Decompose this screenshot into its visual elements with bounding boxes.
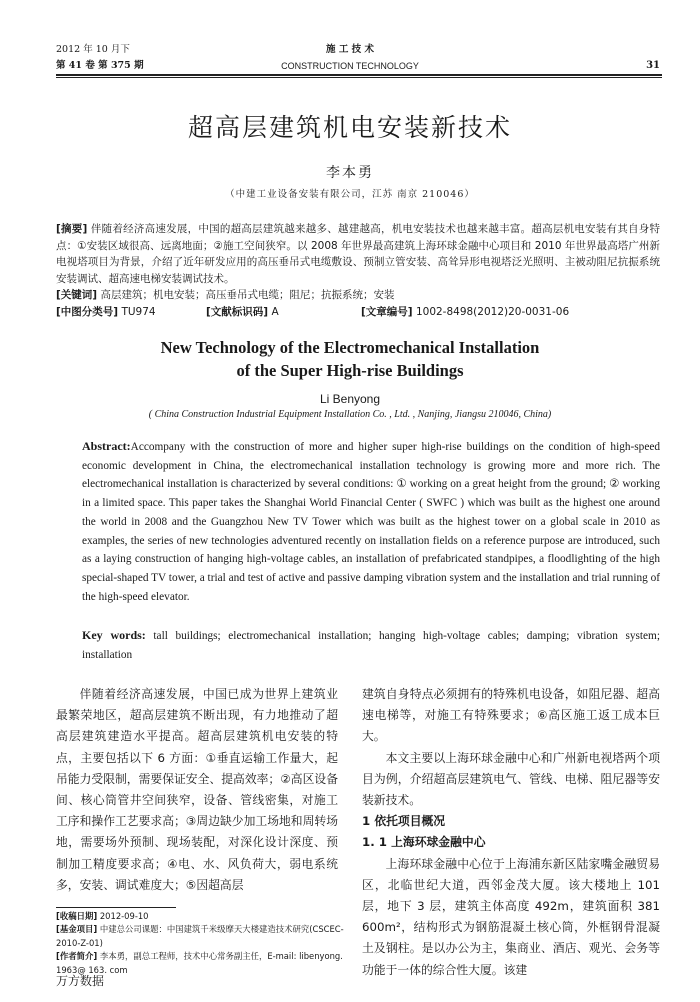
author-name-cn: 李本勇 [326, 165, 374, 181]
keywords-cn-text: 高层建筑；机电安装；高压垂吊式电缆；阻尼；抗振系统；安装 [100, 289, 395, 301]
abstract-cn-label: [摘要] [56, 223, 88, 235]
issue-date: 2012 年 10 月下 [56, 44, 130, 55]
classification-row [56, 304, 660, 320]
abstract-cn-text: 伴随着经济高速发展，中国的超高层建筑越来越多、越建越高，机电安装技术也越来越丰富。超高层机电安装有其自身特点：①安装区域很高、远离地面；②施工空间狭窄。以 2008 年世界最高建筑上海环球金融中心项目和 2010 年世界最高塔广州新电视塔项目为背景，介绍了近年研发应用的高压垂吊式电缆敷设、预制立管安装、高耸异形电视塔泛光照明、主被动阻尼抗振系统安装调试、超高速电梯安装调试技术。 [56, 223, 660, 285]
footnotes [56, 910, 346, 977]
journal-name-en: CONSTRUCTION TECHNOLOGY [281, 61, 419, 71]
received-date: [收稿日期] 2012-09-10 [56, 911, 149, 921]
title-en-line-2: of the Super High-rise Buildings [236, 361, 464, 380]
running-header-left [56, 44, 144, 72]
body-column-left [56, 684, 338, 896]
abstract-en [82, 437, 660, 606]
author-name-en: Li Benyong [319, 392, 381, 406]
body-column-right [362, 684, 660, 981]
abstract-en-text: Accompany with the construction of more and higher super high-rise buildings on the condition of high-speed economic development in China, the electromechanical installation technology is growing more and more rich. The electromechanical installation is characterized by several conditions: ① working on a great height from the ground; ② working in a limited space. This paper takes the Shanghai World Financial Center ( SWFC ) which was built as the highest one around the world in 2008 and the Guangzhou New TV Tower which was built as the highest tower on a global scale in 2010 as examples, the series of new technologies adventured recently on installation fields on a reference purpose are introduced, such as a laying construction of hanging high-voltage cables, an installation of prefabricated standpipes, a floodlighting of the high special-shaped TV tower, a trial and test of active and passive damping vibration system and the installation and trial running of the high-speed elevator. [82, 441, 660, 603]
page-number: 31 [646, 60, 660, 71]
keywords-en-text: tall buildings; electromechanical installation; hanging high-voltage cables; damping; vibration system; installation [82, 630, 660, 661]
affiliation-en: ( China Construction Industrial Equipment Installation Co. , Ltd. , Nanjing, Jiangsu 210046, China) [148, 409, 552, 420]
keywords-en-label: Key words: [82, 628, 146, 642]
body-paragraph: 伴随着经济高速发展，中国已成为世界上建筑业最繁荣地区，超高层建筑不断出现，有力地推动了超高层建筑建造水平提高。超高层建筑机电安装的特点，主要包括以下 6 方面：①垂直运输工作量大，起吊能力受限制，需要保证安全、提高效率；②高区设备间、核心筒管井空间狭窄，设备、管线密集，对施工工序和操作工艺要求高；③周边缺少加工场地和周转场地，需要场外预制、现场装配，对深化设计深度、预制加工精度要求高；④电、水、风负荷大，弱电系统多，安装、调试难度大；⑤因超高层 [56, 687, 338, 892]
section-heading-1: 1 依托项目概况 [362, 814, 446, 829]
title-en-line-1: New Technology of the Electromechanical Installation [160, 338, 540, 357]
header-rule-thin [56, 77, 662, 78]
author-bio: [作者简介] 李本勇，副总工程师，技术中心常务副主任，E-mail: libenyong. 1963@ 163. com [56, 951, 343, 975]
header-rule-thick [56, 74, 662, 76]
article-title-cn: 超高层建筑机电安装新技术 [187, 113, 512, 142]
running-header-center [240, 44, 460, 72]
watermark: 万方数据 [56, 974, 105, 988]
keywords-cn-label: [关键词] [56, 289, 98, 301]
body-paragraph: 本文主要以上海环球金融中心和广州新电视塔两个项目为例，介绍超高层建筑电气、管线、电梯、阻尼器等安装新技术。 [362, 750, 660, 808]
section-heading-1-1: 1. 1 上海环球金融中心 [362, 835, 486, 850]
abstract-en-label: Abstract: [82, 439, 131, 453]
clc-code: [中图分类号] TU974 [56, 306, 156, 318]
article-number: [文章编号] 1002-8498(2012)20-0031-06 [361, 306, 570, 318]
footnote-rule [56, 907, 176, 908]
body-paragraph: 上海环球金融中心位于上海浦东新区陆家嘴金融贸易区，北临世纪大道，西邻金茂大厦。该大楼地上 101 层，地下 3 层，建筑主体高度 492m，建筑面积 381 600m²，结构形式为钢筋混凝土核心筒，外框钢骨混凝土及钢柱。是以办公为主，集商业、酒店、观光、会务等功能于一体的综合性大厦。该建 [362, 856, 660, 977]
volume-issue: 第 41 卷 第 375 期 [56, 60, 144, 71]
journal-name-cn: 施 工 技 术 [326, 44, 374, 55]
document-code: [文献标识码] A [206, 306, 279, 318]
body-paragraph: 建筑自身特点必须拥有的特殊机电设备，如阻尼器、超高速电梯等，对施工有特殊要求；⑥高区施工返工成本巨大。 [362, 687, 660, 744]
fund-project: [基金项目] 中建总公司课题：中国建筑千米级摩天大楼建造技术研究(CSCEC-2010-Z-01) [56, 924, 344, 948]
affiliation-cn: （中建工业设备安装有限公司，江苏 南京 210046） [225, 189, 475, 200]
article-title-en [0, 336, 700, 382]
keywords-en [82, 626, 660, 664]
abstract-cn [56, 221, 660, 304]
